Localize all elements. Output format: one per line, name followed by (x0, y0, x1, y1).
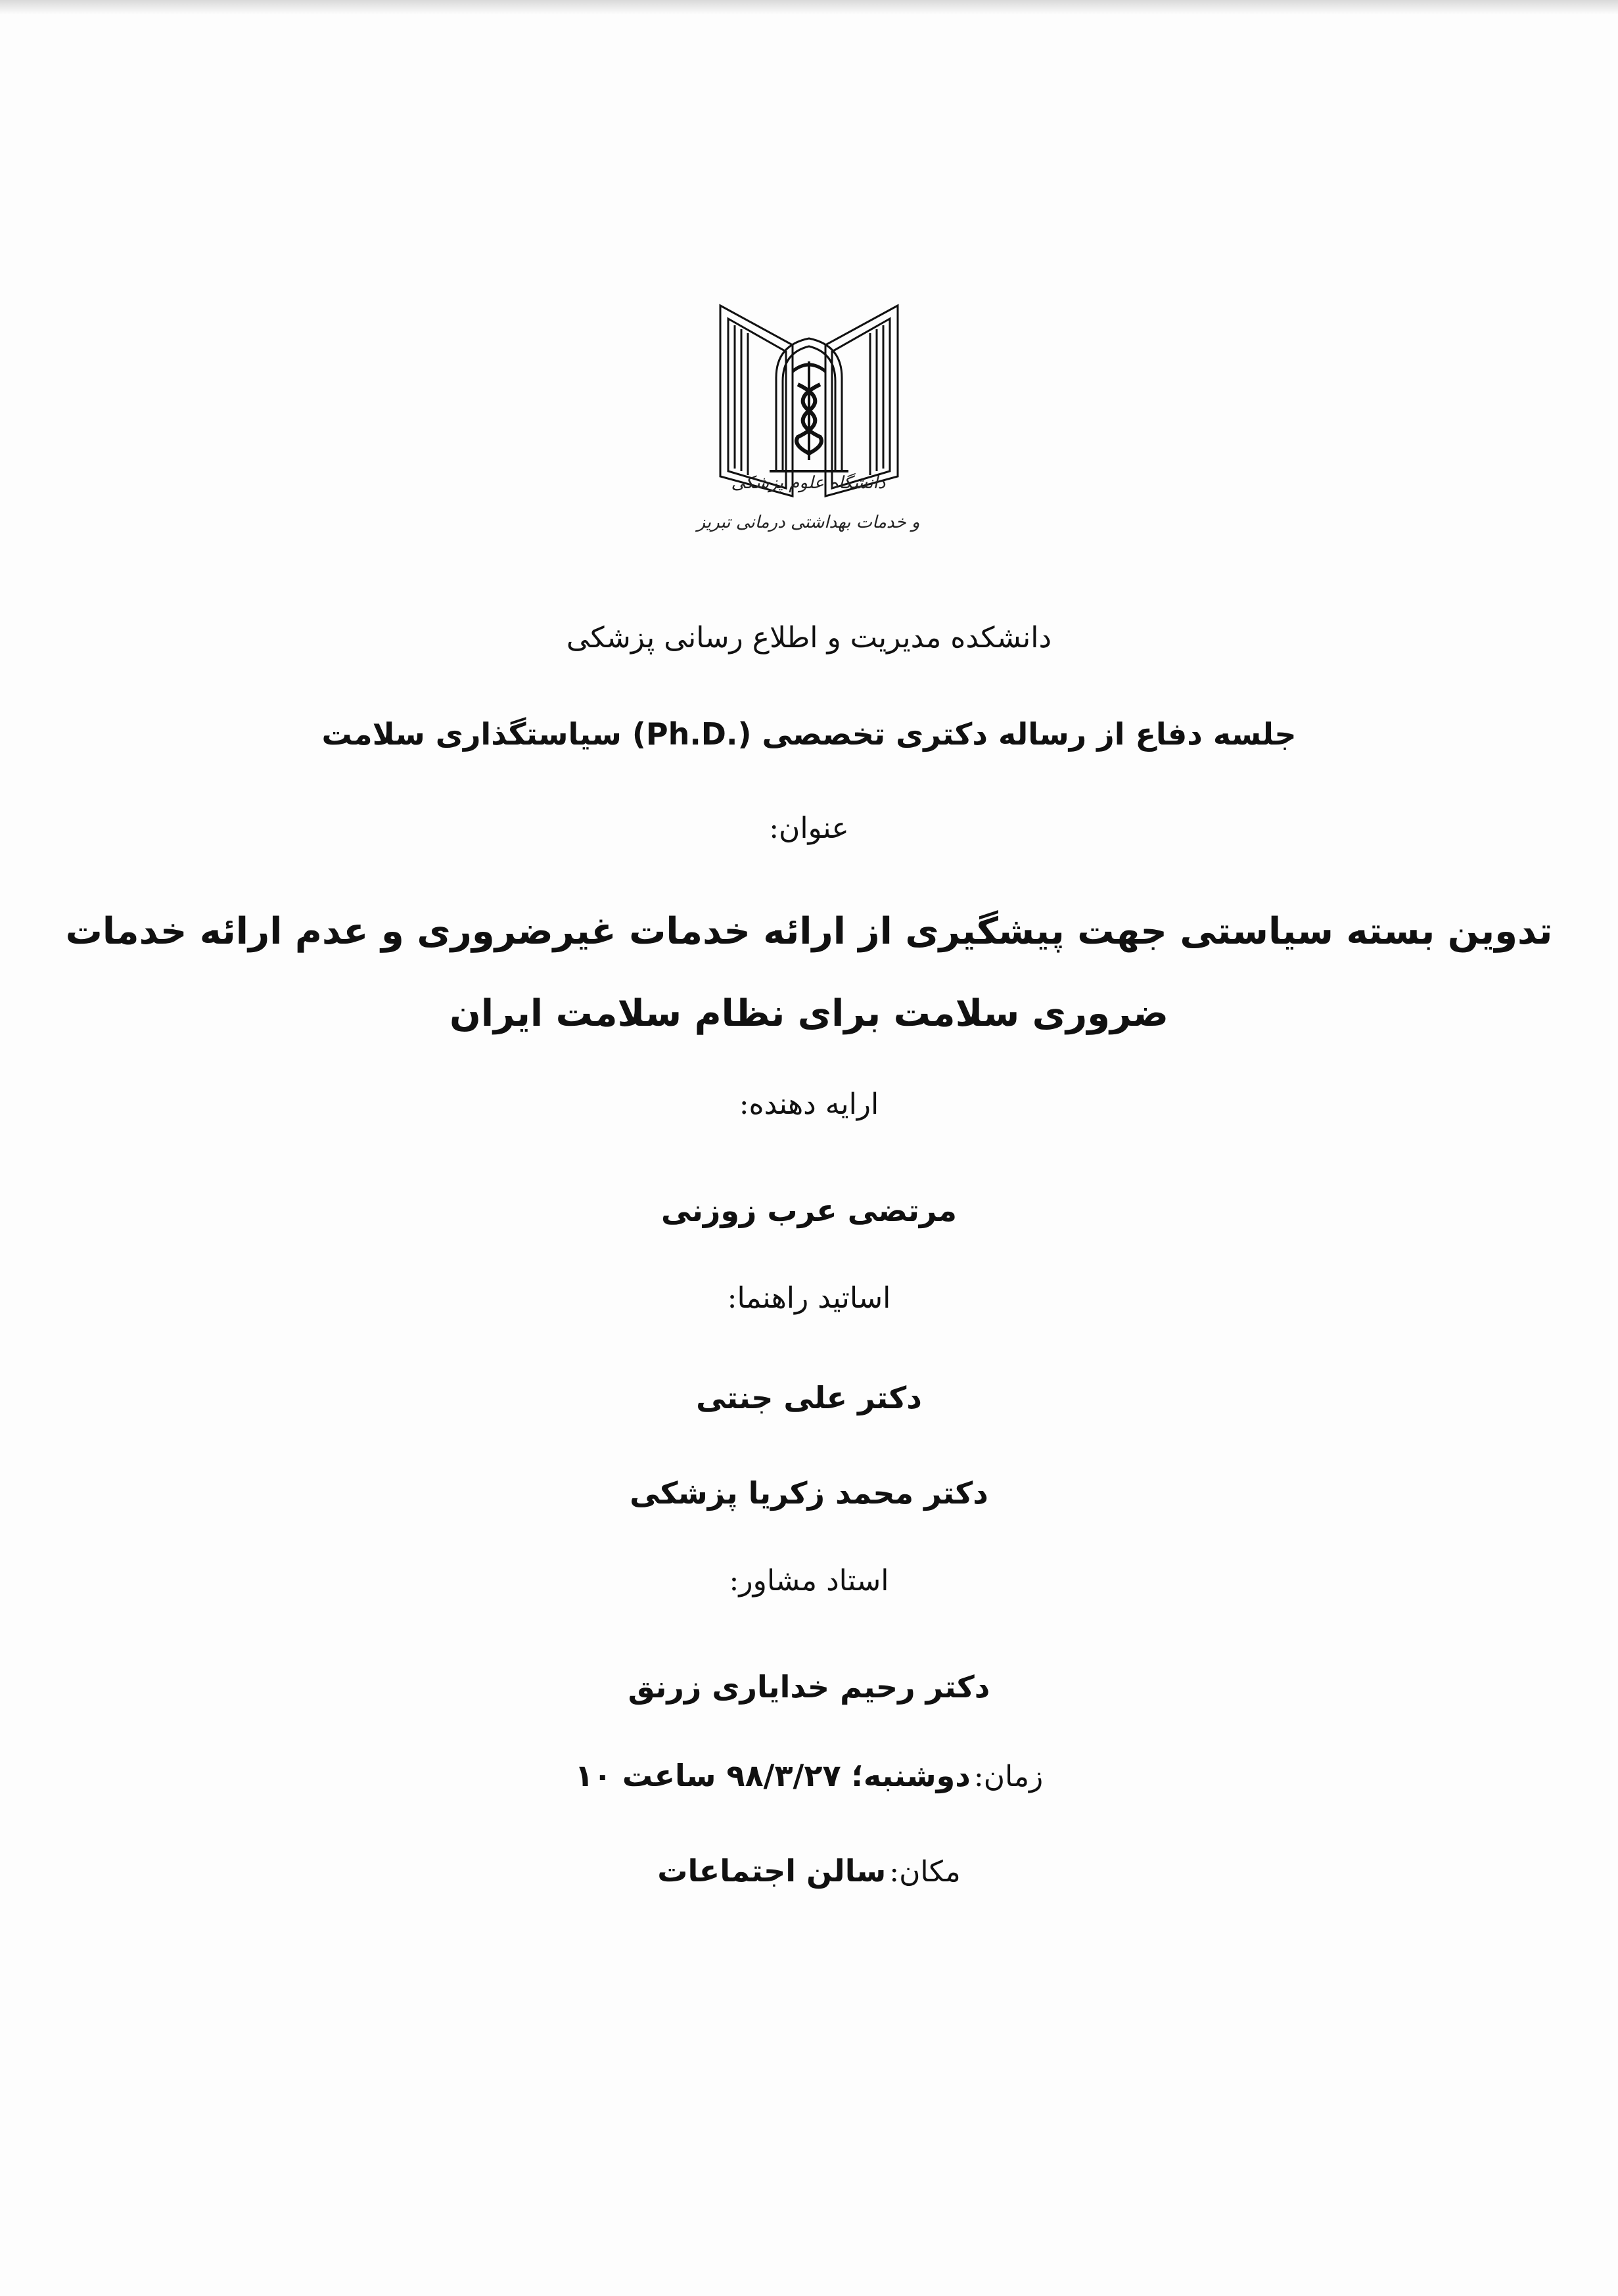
logo-caption-line2: و خدمات بهداشتی درمانی تبریز (697, 513, 920, 532)
place-label: مکان: (889, 1855, 961, 1889)
title-label: عنوان: (769, 812, 849, 845)
supervisor-name-2: دکتر محمد زکریا پزشکی (630, 1475, 988, 1511)
advisor-name: دکتر رحیم خدایاری زرنق (628, 1669, 990, 1705)
schedule-place (0, 1853, 1618, 1889)
time-label: زمان: (973, 1760, 1044, 1793)
faculty-name: دانشکده مدیریت و اطلاع رسانی پزشکی (566, 621, 1052, 654)
supervisor-name-1: دکتر علی جنتی (696, 1380, 922, 1415)
presenter-name: مرتضی عرب زوزنی (661, 1193, 957, 1228)
supervisors-label: اساتید راهنما: (727, 1281, 891, 1315)
time-value: دوشنبه؛ ۹۸/۳/۲۷ ساعت ۱۰ (574, 1758, 971, 1793)
thesis-title-line1: تدوین بسته سیاستی جهت پیشگیری از ارائه خدمات غیرضروری و عدم ارائه خدمات (65, 910, 1553, 953)
presenter-label: ارایه دهنده: (739, 1088, 879, 1121)
thesis-title-line2: ضروری سلامت برای نظام سلامت ایران (450, 992, 1168, 1035)
scan-edge-shadow (0, 0, 1618, 14)
place-value: سالن اجتماعات (657, 1853, 887, 1889)
schedule-time (0, 1758, 1618, 1793)
logo-caption-line1: دانشگاه علوم پزشکی (731, 473, 886, 493)
advisor-label: استاد مشاور: (729, 1564, 889, 1597)
session-title: جلسه دفاع از رساله دکتری تخصصی (.Ph.D) سیاستگذاری سلامت (321, 716, 1297, 752)
